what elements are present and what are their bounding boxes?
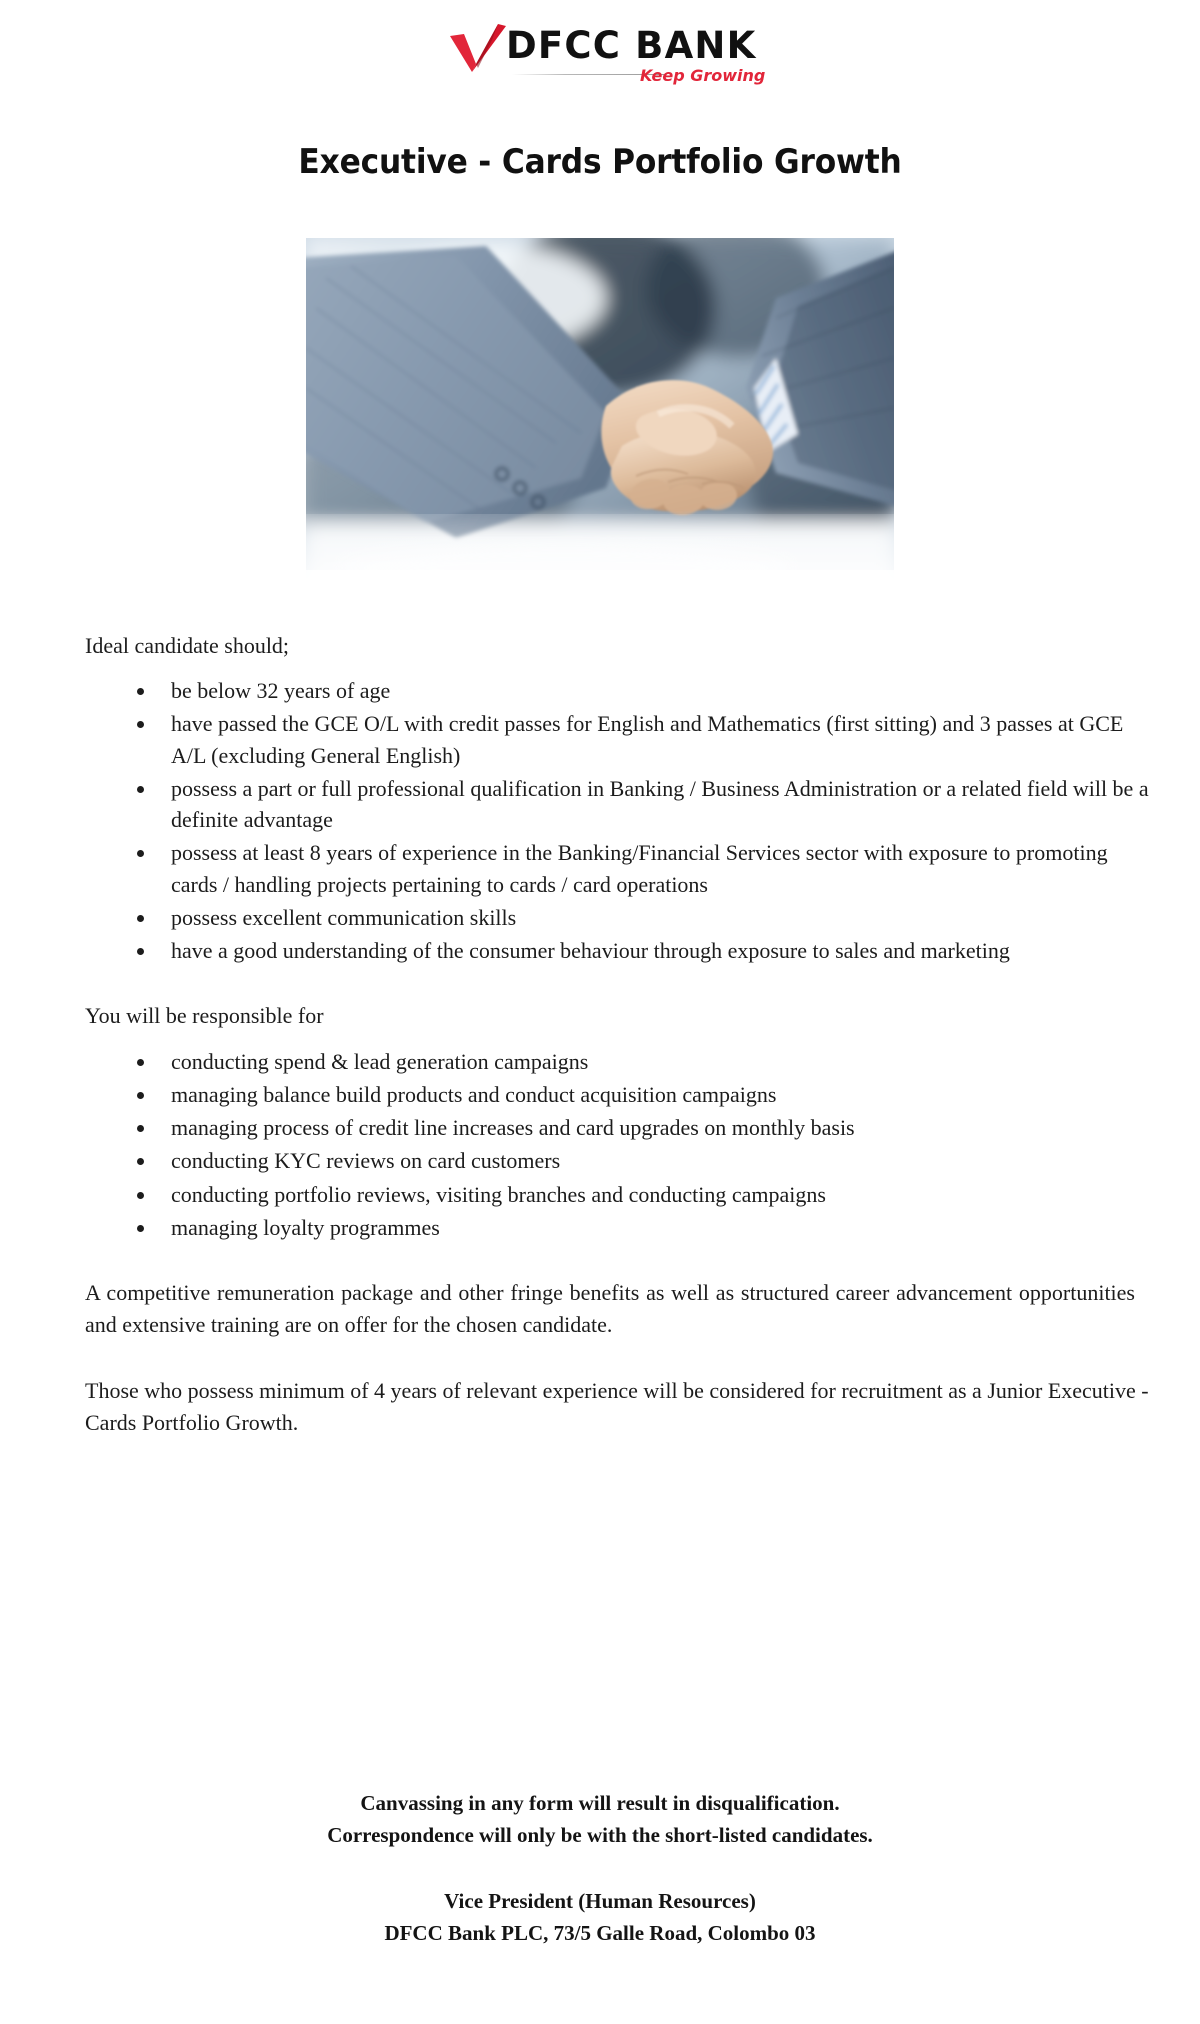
- junior-role-paragraph: Those who possess minimum of 4 years of relevant experience will be considered for recruitment as a Junior Executive - Cards Portfolio Growth.: [85, 1377, 1149, 1435]
- handshake-photo: [306, 238, 894, 590]
- dfcc-logo: [440, 22, 766, 96]
- list-item: managing loyalty programmes: [133, 1212, 1157, 1243]
- offer-paragraph: A competitive remuneration package and other fringe benefits as well as structured career advancement opportunities and extensive training are on offer for the chosen candidate.: [85, 1279, 1135, 1337]
- list-item: conducting spend & lead generation campaigns: [133, 1046, 1157, 1077]
- list-item: conducting KYC reviews on card customers: [133, 1145, 1157, 1176]
- vacancy-body: [43, 630, 1157, 1439]
- canvassing-notice-line-1: Canvassing in any form will result in disqualification.: [360, 1791, 840, 1816]
- brand-header: [0, 0, 1200, 96]
- responsibilities-list: [85, 1046, 1157, 1243]
- list-item: possess excellent communication skills: [133, 902, 1157, 933]
- hero-image-container: [0, 238, 1200, 590]
- logo-wordmark: DFCC BANK: [506, 24, 757, 67]
- footer-block: [0, 1788, 1200, 1950]
- responsibilities-lead: You will be responsible for: [85, 1003, 324, 1029]
- list-item: possess at least 8 years of experience in the Banking/Financial Services sector with exposure to promoting cards / handling projects pertaining to cards / card operations: [133, 837, 1157, 899]
- requirements-lead: Ideal candidate should;: [85, 633, 290, 658]
- requirements-list: [85, 675, 1157, 966]
- signatory-address: DFCC Bank PLC, 73/5 Galle Road, Colombo 03: [384, 1921, 816, 1946]
- list-item: managing balance build products and conduct acquisition campaigns: [133, 1079, 1157, 1110]
- list-item: managing process of credit line increases and card upgrades on monthly basis: [133, 1112, 1157, 1143]
- page-title: Executive - Cards Portfolio Growth: [298, 142, 902, 182]
- red-checkmark-logo-icon: [450, 24, 506, 72]
- list-item: conducting portfolio reviews, visiting branches and conducting campaigns: [133, 1179, 1157, 1210]
- logo-tagline: Keep Growing: [640, 66, 766, 85]
- canvassing-notice-line-2: Correspondence will only be with the short-listed candidates.: [327, 1823, 873, 1848]
- list-item: possess a part or full professional qualification in Banking / Business Administration or a related field will be a definite advantage: [133, 773, 1157, 835]
- list-item: be below 32 years of age: [133, 675, 1157, 706]
- list-item: have passed the GCE O/L with credit passes for English and Mathematics (first sitting) and 3 passes at GCE A/L (excluding General English): [133, 708, 1157, 770]
- list-item: have a good understanding of the consumer behaviour through exposure to sales and marketing: [133, 935, 1157, 966]
- signatory-title: Vice President (Human Resources): [444, 1889, 756, 1914]
